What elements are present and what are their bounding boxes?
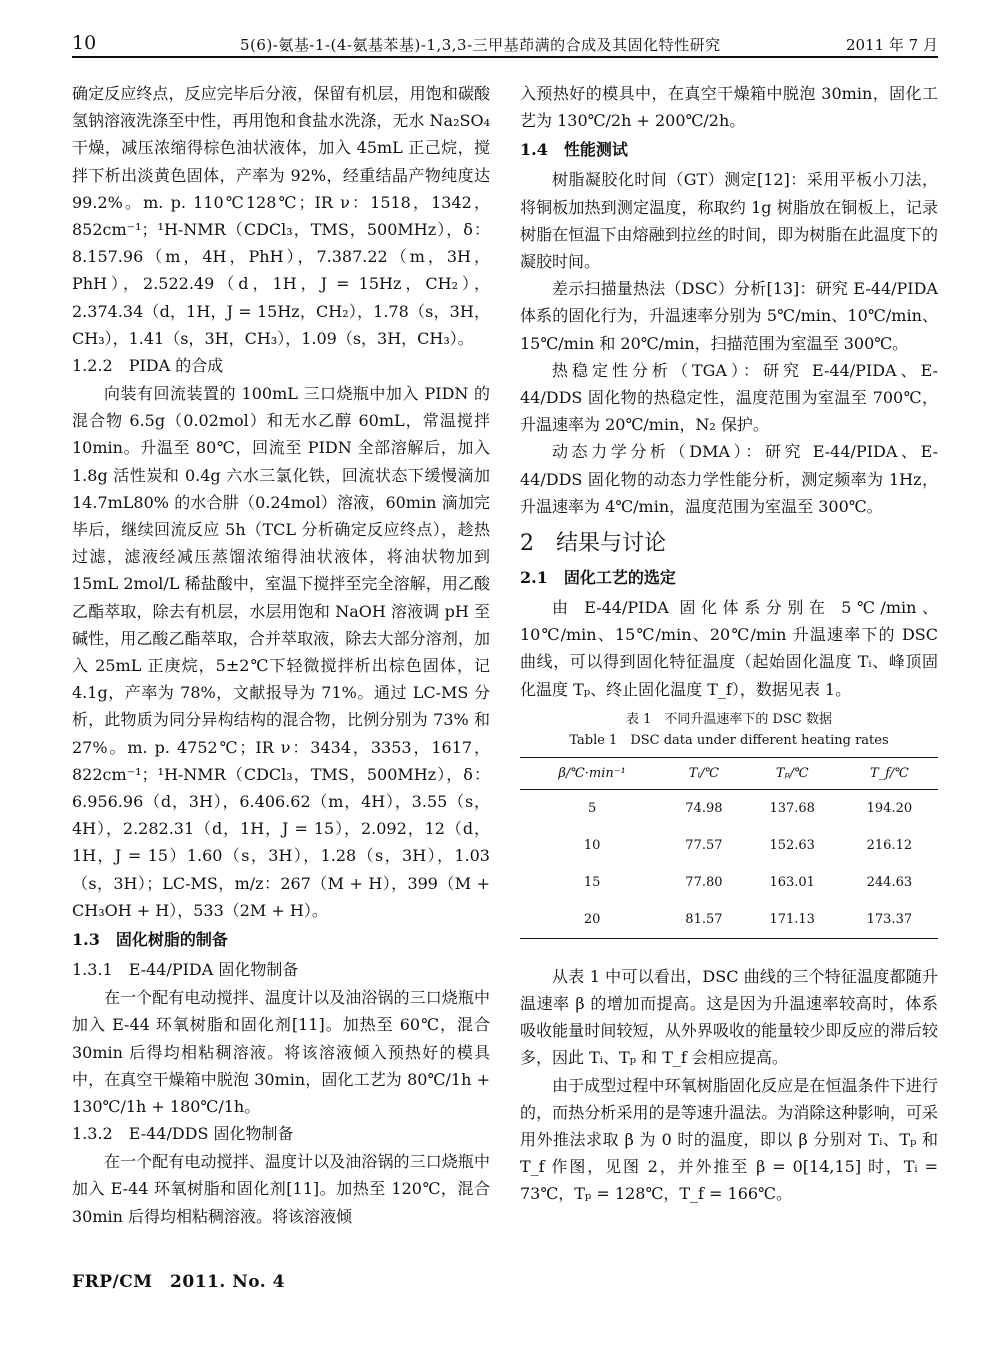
header-rule xyxy=(72,56,938,58)
table-row xyxy=(520,864,938,901)
running-title: 5(6)-氨基-1-(4-氨基苯基)-1,3,3-三甲基茚满的合成及其固化特性研究 xyxy=(240,36,721,54)
table-caption: 表 1 不同升温速率下的 DSC 数据 xyxy=(626,711,832,727)
table-cell: 74.98 xyxy=(685,800,723,816)
table-cell: 171.13 xyxy=(744,901,841,939)
paragraph: 由 E-44/PIDA 固化体系分别在 5℃/min、10℃/min、15℃/min、20℃/min 升温速率下的 DSC 曲线，可以得到固化特征温度（起始固化温度 Tᵢ、峰顶固化温度 Tₚ、终止固化温度 T_f），数据见表 1。 xyxy=(520,598,938,699)
page-header xyxy=(72,24,938,58)
section-heading-1-3-2: 1.3.2 E-44/DDS 固化物制备 xyxy=(72,1124,294,1144)
table-cell: 137.68 xyxy=(769,800,815,816)
table-header-cell: Tₚ/℃ xyxy=(744,757,841,789)
table-cell: 77.80 xyxy=(685,874,723,890)
paragraph: 入预热好的模具中，在真空干燥箱中脱泡 30min，固化工艺为 130℃/2h + 200℃/2h。 xyxy=(520,84,938,131)
section-heading-2: 2 结果与讨论 xyxy=(520,531,666,557)
table-header-row xyxy=(520,757,938,789)
table-cell: 5 xyxy=(587,800,597,816)
table-cell: 15 xyxy=(583,874,601,890)
paragraph: 热稳定性分析（TGA）：研究 E-44/PIDA、E-44/DDS 固化物的热稳定性，温度范围为室温至 700℃，升温速率为 20℃/min，N₂ 保护。 xyxy=(520,360,938,435)
table-header-cell: β/℃·min⁻¹ xyxy=(520,757,664,789)
dsc-table xyxy=(520,757,938,939)
paragraph: 在一个配有电动搅拌、温度计以及油浴锅的三口烧瓶中加入 E-44 环氧树脂和固化剂[11]。加热至 120℃，混合 30min 后得均相粘稠溶液。将该溶液倾 xyxy=(72,1152,490,1226)
journal-footer: FRP/CM 2011. No. 4 xyxy=(72,1272,285,1292)
table-cell: 194.20 xyxy=(866,800,913,816)
paragraph: 在一个配有电动搅拌、温度计以及油浴锅的三口烧瓶中加入 E-44 环氧树脂和固化剂[11]。加热至 60℃，混合 30min 后得均相粘稠溶液。将该溶液倾入预热好的模具中，在真空干燥箱中脱泡 30min，固化工艺为 80℃/1h + 130℃/1h + 180℃/1h。 xyxy=(72,988,490,1116)
table-header-cell: Tᵢ/℃ xyxy=(664,757,743,789)
section-heading-1-4: 1.4 性能测试 xyxy=(520,140,628,160)
right-column xyxy=(520,80,938,1208)
section-heading-1-3: 1.3 固化树脂的制备 xyxy=(72,930,228,950)
table-cell: 216.12 xyxy=(866,837,913,853)
section-heading-2-1: 2.1 固化工艺的选定 xyxy=(520,568,676,588)
table-cell: 244.63 xyxy=(866,874,913,890)
table-cell: 20 xyxy=(520,901,664,939)
table-cell: 163.01 xyxy=(769,874,815,890)
paragraph: 差示扫描量热法（DSC）分析[13]：研究 E-44/PIDA 体系的固化行为，升温速率分别为 5℃/min、10℃/min、15℃/min 和 20℃/min，扫描范围为室温至 300℃。 xyxy=(520,279,938,353)
paragraph: 从表 1 中可以看出，DSC 曲线的三个特征温度都随升温速率 β 的增加而提高。这是因为升温速率较高时，体系吸收能量时间较短，从外界吸收的能量较少即反应的滞后较多，因此 Tᵢ、Tₚ 和 T_f 会相应提高。 xyxy=(520,966,938,1068)
table-caption-en: Table 1 DSC data under different heating rates xyxy=(569,732,889,748)
paragraph: 动态力学分析（DMA）：研究 E-44/PIDA、E-44/DDS 固化物的动态力学性能分析，测定频率为 1Hz，升温速率为 4℃/min，温度范围为室温至 300℃。 xyxy=(520,442,938,516)
table-cell: 10 xyxy=(583,837,601,853)
table-cell: 77.57 xyxy=(685,837,723,853)
paragraph: 确定反应终点，反应完毕后分液，保留有机层，用饱和碳酸氢钠溶液洗涤至中性，再用饱和食盐水洗涤，无水 Na₂SO₄ 干燥，减压浓缩得棕色油状液体，加入 45mL 正己烷，搅拌下析出淡黄色固体，产率为 92%，经重结晶产物纯度达 99.2%。m. p. 110℃128℃；IR ν：1518，1342，852cm⁻¹；¹H-NMR（CDCl₃，TMS，500MHz），δ：8.157.96（m，4H，PhH），7.387.22（m，3H，PhH），2.522.49（d，1H，J = 15Hz，CH₂），2.374.34（d，1H，J = 15Hz，CH₂），1.78（s，3H，CH₃），1.41（s，3H，CH₃），1.09（s，3H，CH₃）。 xyxy=(72,84,490,348)
paragraph: 向装有回流装置的 100mL 三口烧瓶中加入 PIDN 的混合物 6.5g（0.02mol）和无水乙醇 60mL，常温搅拌 10min。升温至 80℃，回流至 PIDN 全部溶解后，加入 1.8g 活性炭和 0.4g 六水三氯化铁，回流状态下缓慢滴加 14.7mL80% 的水合肼（0.24mol）溶液，60min 滴加完毕后，继续回流反应 5h（TCL 分析确定反应终点），趁热过滤，滤液经减压蒸馏浓缩得油状液体，将油状物加到 15mL 2mol/L 稀盐酸中，室温下搅拌至完全溶解，用乙酸乙酯萃取，除去有机层，水层用饱和 NaOH 溶液调 pH 至碱性，用乙酸乙酯萃取，合并萃取液，除去大部分溶剂，加入 25mL 正庚烷，5±2℃下轻微搅拌析出棕色固体，记 4.1g，产率为 78%，文献报导为 71%。通过 LC-MS 分析，此物质为同分异构结构的混合物，比例分别为 73% 和 27%。m. p. 4752℃；IR ν：3434，3353，1617，822cm⁻¹；¹H-NMR（CDCl₃，TMS，500MHz），δ：6.956.96（d，3H），6.406.62（m，4H），3.55（s，4H），2.282.31（d，1H，J = 15），2.092，12（d，1H，J = 15）1.60（s，3H），1.28（s，3H），1.03（s，3H）；LC-MS，m/z：267（M + H），399（M + CH₃OH + H），533（2M + H）。 xyxy=(72,384,490,920)
issue-date: 2011 年 7 月 xyxy=(845,36,938,54)
table-cell: 81.57 xyxy=(664,901,743,939)
table-row xyxy=(520,827,938,864)
table-cell: 152.63 xyxy=(769,837,815,853)
left-column xyxy=(72,80,490,1230)
table-row xyxy=(520,901,938,939)
table-cell: 173.37 xyxy=(841,901,938,939)
page-number: 10 xyxy=(72,32,97,54)
section-heading-1-3-1: 1.3.1 E-44/PIDA 固化物制备 xyxy=(72,960,299,980)
paragraph: 树脂凝胶化时间（GT）测定[12]：采用平板小刀法，将铜板加热到测定温度，称取约 1g 树脂放在铜板上，记录树脂在恒温下由熔融到拉丝的时间，即为树脂在此温度下的凝胶时间。 xyxy=(520,170,938,272)
table-row xyxy=(520,789,938,827)
section-heading-1-2-2: 1.2.2 PIDA 的合成 xyxy=(72,356,224,376)
table-header-cell: T_f/℃ xyxy=(841,757,938,789)
paragraph: 由于成型过程中环氧树脂固化反应是在恒温条件下进行的，而热分析采用的是等速升温法。为消除这种影响，可采用外推法求取 β 为 0 时的温度，即以 β 分别对 Tᵢ、Tₚ 和 T_f 作图，见图 2，并外推至 β = 0[14,15] 时，Tᵢ = 73℃，Tₚ = 128℃，T_f = 166℃。 xyxy=(520,1075,938,1204)
